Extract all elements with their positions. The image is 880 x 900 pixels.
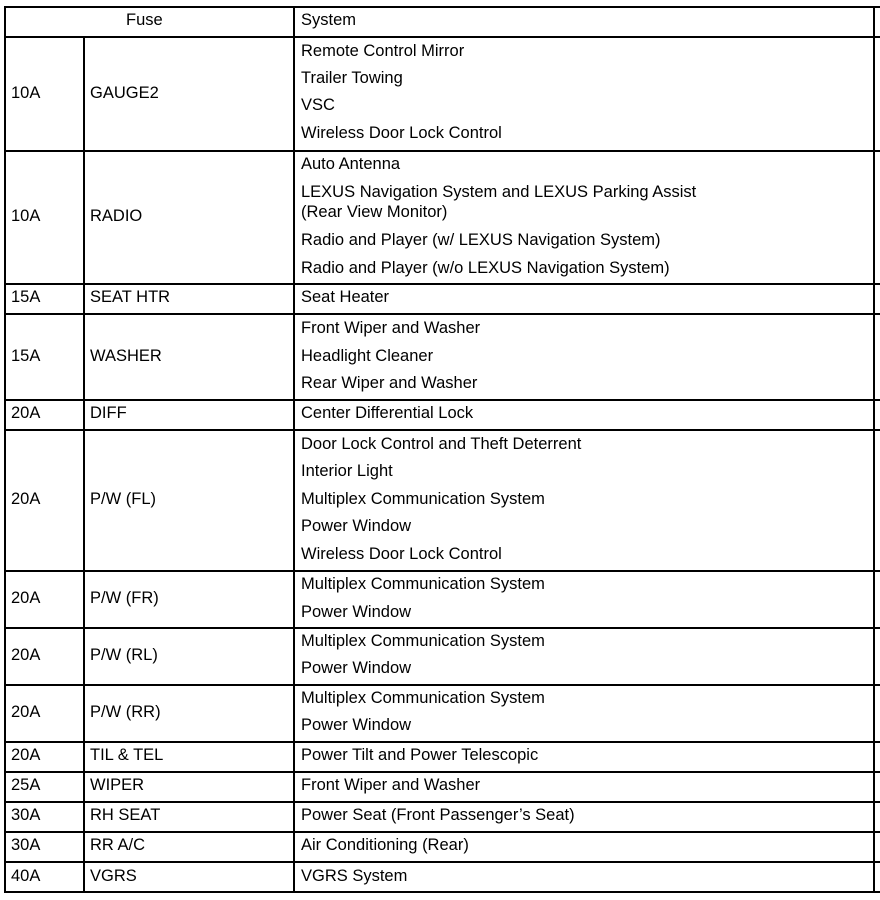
row-divider: [4, 627, 880, 629]
table-border-right: [873, 6, 875, 893]
fuse-name: WASHER: [90, 347, 162, 365]
row-divider: [4, 429, 880, 431]
system-item: VGRS System: [301, 867, 408, 885]
fuse-name: P/W (RL): [90, 646, 158, 664]
fuse-amperage: 20A: [11, 746, 41, 764]
header-fuse: Fuse: [126, 11, 163, 29]
row-divider: [4, 741, 880, 743]
fuse-name: RR A/C: [90, 836, 146, 854]
fuse-amperage: 10A: [11, 207, 41, 225]
fuse-name: P/W (FL): [90, 490, 156, 508]
system-item: Trailer Towing: [301, 69, 403, 87]
system-item: Center Differential Lock: [301, 404, 474, 422]
system-item: Radio and Player (w/o LEXUS Navigation System): [301, 259, 670, 277]
fuse-amperage: 15A: [11, 288, 41, 306]
system-item: Power Window: [301, 517, 412, 535]
header-system: System: [301, 11, 357, 29]
system-item: Radio and Player (w/ LEXUS Navigation System): [301, 231, 661, 249]
row-divider: [4, 861, 880, 863]
row-divider: [4, 313, 880, 315]
system-item: Air Conditioning (Rear): [301, 836, 469, 854]
system-item: Power Tilt and Power Telescopic: [301, 746, 539, 764]
system-item: LEXUS Navigation System and LEXUS Parking Assist: [301, 183, 697, 201]
system-item: Power Window: [301, 716, 412, 734]
system-item: Interior Light: [301, 462, 393, 480]
fuse-name: P/W (FR): [90, 589, 159, 607]
row-divider: [4, 150, 880, 152]
system-item: Remote Control Mirror: [301, 42, 465, 60]
fuse-amperage: 25A: [11, 776, 41, 794]
table-border-left: [4, 6, 6, 893]
fuse-amperage: 15A: [11, 347, 41, 365]
system-item: Power Window: [301, 659, 412, 677]
system-item: Wireless Door Lock Control: [301, 545, 502, 563]
system-item: Power Seat (Front Passenger’s Seat): [301, 806, 575, 824]
fuse-amperage: 20A: [11, 404, 41, 422]
system-item: Headlight Cleaner: [301, 347, 434, 365]
system-item: Seat Heater: [301, 288, 390, 306]
fuse-name: VGRS: [90, 867, 137, 885]
system-item: Multiplex Communication System: [301, 632, 545, 650]
row-divider: [4, 801, 880, 803]
system-item: (Rear View Monitor): [301, 203, 448, 221]
system-item: Rear Wiper and Washer: [301, 374, 478, 392]
system-item: Auto Antenna: [301, 155, 401, 173]
system-item: Door Lock Control and Theft Deterrent: [301, 435, 582, 453]
row-divider: [4, 684, 880, 686]
system-item: Wireless Door Lock Control: [301, 124, 502, 142]
row-divider: [4, 399, 880, 401]
row-divider: [4, 570, 880, 572]
system-item: Multiplex Communication System: [301, 689, 545, 707]
fuse-amperage: 30A: [11, 836, 41, 854]
system-item: Front Wiper and Washer: [301, 319, 481, 337]
system-item: Multiplex Communication System: [301, 575, 545, 593]
fuse-amperage: 40A: [11, 867, 41, 885]
fuse-name: DIFF: [90, 404, 127, 422]
fuse-name: WIPER: [90, 776, 145, 794]
fuse-name: TIL & TEL: [90, 746, 164, 764]
fuse-name: RADIO: [90, 207, 143, 225]
system-item: VSC: [301, 96, 335, 114]
fuse-amperage: 20A: [11, 703, 41, 721]
fuse-amperage: 30A: [11, 806, 41, 824]
fuse-name: GAUGE2: [90, 84, 159, 102]
fuse-amperage: 20A: [11, 490, 41, 508]
table-border-bottom: [4, 891, 880, 893]
fuse-amperage: 20A: [11, 589, 41, 607]
column-divider-amp: [83, 36, 85, 893]
fuse-amperage: 10A: [11, 84, 41, 102]
fuse-name: RH SEAT: [90, 806, 161, 824]
row-divider: [4, 831, 880, 833]
row-divider: [4, 771, 880, 773]
system-item: Front Wiper and Washer: [301, 776, 481, 794]
fuse-name: SEAT HTR: [90, 288, 171, 306]
fuse-name: P/W (RR): [90, 703, 161, 721]
column-divider-system: [293, 6, 295, 893]
system-item: Power Window: [301, 603, 412, 621]
row-divider: [4, 283, 880, 285]
table-border-top: [4, 6, 880, 8]
fuse-amperage: 20A: [11, 646, 41, 664]
header-divider: [4, 36, 880, 38]
system-item: Multiplex Communication System: [301, 490, 545, 508]
